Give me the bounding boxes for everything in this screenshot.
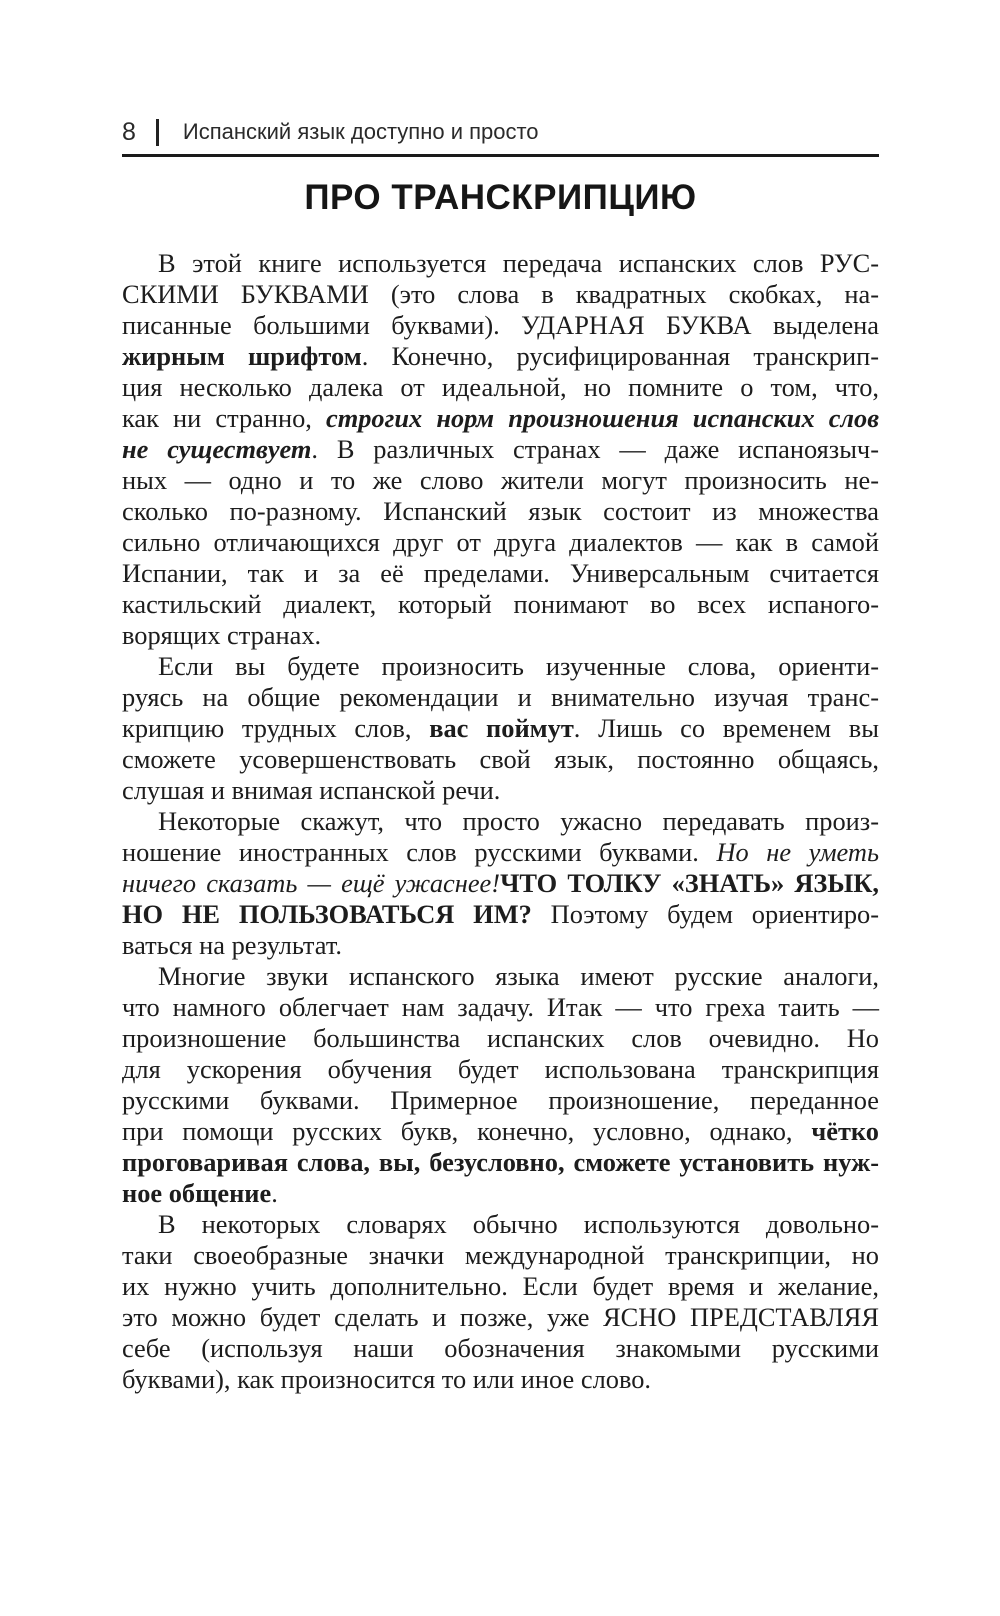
running-header (122, 112, 879, 152)
paragraph (122, 961, 879, 1209)
text-line (122, 1147, 879, 1178)
text-segment: Если вы будете произносить изученные слова, ориенти- (158, 651, 879, 681)
text-line (122, 682, 879, 713)
text-line (122, 527, 879, 558)
text-segment: . Лишь со временем вы (573, 713, 879, 743)
paragraph (122, 1209, 879, 1395)
header-rule (122, 154, 879, 157)
text-segment: В некоторых словарях обычно используются довольно- (158, 1209, 879, 1239)
text-segment: СКИМИ БУКВАМИ (это слова в квадратных скобках, на- (122, 279, 879, 309)
text-line (122, 713, 879, 744)
text-segment: себе (используя наши обозначения знакомыми русскими (122, 1333, 879, 1363)
emphasis-text: не существует (122, 434, 312, 464)
text-segment: сильно отличающихся друг от друга диалектов — как в самой (122, 527, 879, 557)
text-line (122, 1302, 879, 1333)
text-line (122, 1209, 879, 1240)
text-line (122, 930, 879, 961)
emphasis-text: чётко (811, 1116, 879, 1146)
text-segment: В этой книге используется передача испанских слов РУС- (158, 248, 879, 278)
emphasis-text: вас поймут (429, 713, 574, 743)
paragraph (122, 651, 879, 806)
emphasis-text: проговаривая слова, вы, безусловно, сможете установить нуж- (122, 1147, 879, 1177)
book-title: Испанский язык доступно и просто (182, 119, 539, 144)
text-segment: что намного облегчает нам задачу. Итак — что греха таить — (122, 992, 879, 1022)
text-segment: слушая и внимая испанской речи. (122, 775, 501, 805)
text-segment: Многие звуки испанского языка имеют русские аналоги, (158, 961, 879, 991)
text-segment: ворящих странах. (122, 620, 322, 650)
text-segment: писанные большими буквами). УДАРНАЯ БУКВА выделена (122, 310, 879, 340)
text-line (122, 496, 879, 527)
text-segment: кастильский диалект, который понимают во всех испаного- (122, 589, 879, 619)
text-line (122, 558, 879, 589)
text-line (122, 1240, 879, 1271)
text-segment: ция несколько далека от идеальной, но помните о том, что, (122, 372, 879, 402)
text-line (122, 961, 879, 992)
text-line (122, 310, 879, 341)
emphasis-text: ничего сказать — ещё ужаснее! (122, 868, 501, 898)
paragraph (122, 806, 879, 961)
text-line (122, 837, 879, 868)
text-segment: ношение иностранных слов русскими буквами. (122, 837, 717, 867)
text-line (122, 434, 879, 465)
text-segment: Испании, так и за её пределами. Универсальным считается (122, 558, 879, 588)
emphasis-text: ное общение (122, 1178, 272, 1208)
text-segment: Поэтому будем ориентиро- (531, 899, 879, 929)
chapter-title: ПРО ТРАНСКРИПЦИЮ (304, 178, 697, 217)
emphasis-text: НО НЕ ПОЛЬЗОВАТЬСЯ ИМ? (122, 899, 532, 929)
page-number: 8 (122, 117, 136, 146)
text-line (122, 1023, 879, 1054)
text-segment: при помощи русских букв, конечно, условно, однако, (122, 1116, 812, 1146)
text-line (122, 744, 879, 775)
text-line (122, 341, 879, 372)
text-line (122, 1333, 879, 1364)
emphasis-text: строгих норм произношения испанских слов (325, 403, 880, 433)
text-line (122, 620, 879, 651)
text-line (122, 1271, 879, 1302)
text-line (122, 806, 879, 837)
text-segment: крипцию трудных слов, (122, 713, 430, 743)
header-separator (156, 119, 159, 146)
text-line (122, 248, 879, 279)
text-segment: . (271, 1178, 278, 1208)
text-segment: . Конечно, русифицированная транскрип- (361, 341, 880, 371)
text-segment: произношение большинства испанских слов очевидно. Но (122, 1023, 879, 1053)
emphasis-text: Но не уметь (716, 837, 879, 867)
text-segment: как ни странно, (122, 403, 326, 433)
text-line (122, 1054, 879, 1085)
text-line (122, 372, 879, 403)
text-line (122, 651, 879, 682)
text-segment: . В различных странах — даже испаноязыч- (311, 434, 879, 464)
text-segment: Некоторые скажут, что просто ужасно передавать произ- (158, 806, 879, 836)
text-line (122, 1178, 879, 1209)
body-text (122, 248, 879, 1395)
text-line (122, 868, 879, 899)
text-line (122, 992, 879, 1023)
text-segment: сможете усовершенствовать свой язык, постоянно общаясь, (122, 744, 879, 774)
text-line (122, 899, 879, 930)
paragraph (122, 248, 879, 651)
text-segment: их нужно учить дополнительно. Если будет время и желание, (122, 1271, 879, 1301)
text-line (122, 1085, 879, 1116)
text-line (122, 465, 879, 496)
text-line (122, 775, 879, 806)
text-segment: руясь на общие рекомендации и внимательно изучая транс- (122, 682, 879, 712)
text-segment: ных — одно и то же слово жители могут произносить не- (122, 465, 879, 495)
text-segment: для ускорения обучения будет использована транскрипция (122, 1054, 879, 1084)
text-line (122, 279, 879, 310)
text-line (122, 589, 879, 620)
text-segment: русскими буквами. Примерное произношение, переданное (122, 1085, 879, 1115)
text-line (122, 1116, 879, 1147)
text-segment: таки своеобразные значки международной транскрипции, но (122, 1240, 879, 1270)
text-line (122, 403, 879, 434)
text-segment: это можно будет сделать и позже, уже ЯСНО ПРЕДСТАВЛЯЯ (122, 1302, 879, 1332)
emphasis-text: жирным шрифтом (122, 341, 362, 371)
emphasis-text: ЧТО ТОЛКУ «ЗНАТЬ» ЯЗЫК, (500, 868, 879, 898)
text-segment: сколько по-разному. Испанский язык состоит из множества (122, 496, 879, 526)
text-segment: буквами), как произносится то или иное слово. (122, 1364, 652, 1394)
text-line (122, 1364, 879, 1395)
text-segment: ваться на результат. (122, 930, 342, 960)
